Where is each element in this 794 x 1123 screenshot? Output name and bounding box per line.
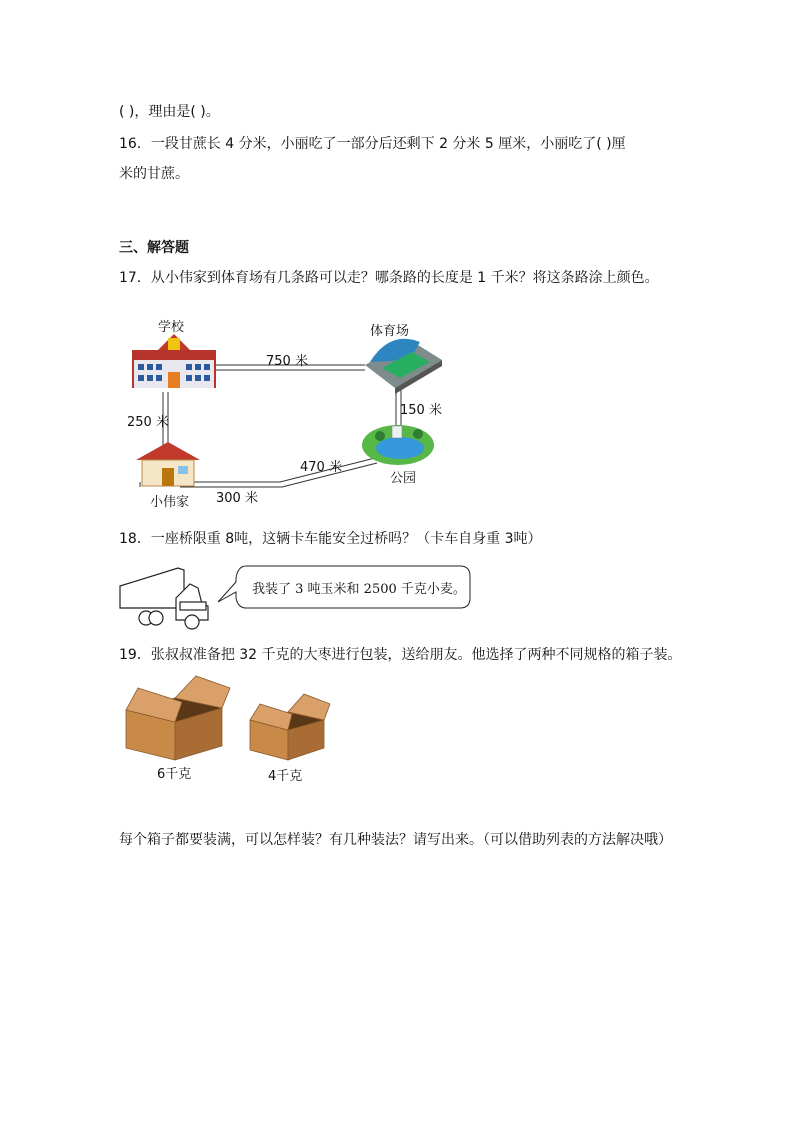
road-home-park bbox=[172, 458, 377, 487]
label-small-box: 4千克 bbox=[268, 769, 303, 784]
truck-drawing bbox=[118, 558, 478, 636]
small-box bbox=[250, 694, 330, 760]
stadium-building bbox=[365, 339, 442, 394]
label-home: 小伟家 bbox=[150, 495, 190, 510]
q15-tail: ( )，理由是( )。 bbox=[119, 104, 220, 120]
boxes-drawing bbox=[120, 670, 340, 785]
label-distance-300: 300 米 bbox=[216, 491, 258, 506]
label-large-box: 6千克 bbox=[157, 767, 192, 782]
large-box bbox=[126, 676, 230, 760]
label-park: 公园 bbox=[390, 471, 417, 486]
q18-text: 18．一座桥限重 8吨，这辆卡车能安全过桥吗？（卡车自身重 3吨） bbox=[119, 531, 542, 547]
park-area bbox=[362, 425, 434, 465]
section-title: 三、解答题 bbox=[119, 240, 189, 256]
q16-line2: 米的甘蔗。 bbox=[119, 166, 189, 182]
label-distance-150: 150 米 bbox=[400, 403, 442, 418]
q19-text: 19．张叔叔准备把 32 千克的大枣进行包装，送给朋友。他选择了两种不同规格的箱子装。 bbox=[119, 647, 682, 663]
label-distance-470: 470 米 bbox=[300, 460, 342, 475]
truck-trailer bbox=[120, 568, 184, 608]
label-distance-250: 250 米 bbox=[127, 415, 169, 430]
label-stadium: 体育场 bbox=[370, 324, 410, 339]
label-school: 学校 bbox=[158, 320, 185, 335]
home-building bbox=[136, 442, 200, 486]
q19-question: 每个箱子都要装满，可以怎样装？有几种装法？请写出来。（可以借助列表的方法解决哦） bbox=[119, 832, 672, 848]
truck-figure bbox=[118, 558, 478, 636]
route-map bbox=[120, 310, 460, 515]
q16-line1: 16．一段甘蔗长 4 分米，小丽吃了一部分后还剩下 2 分米 5 厘米，小丽吃了( )厘 bbox=[119, 136, 626, 152]
q17-text: 17．从小伟家到体育场有几条路可以走？哪条路的长度是 1 千米？将这条路涂上颜色。 bbox=[119, 270, 659, 286]
boxes-figure bbox=[120, 670, 340, 785]
truck-bubble-text: 我装了 3 吨玉米和 2500 千克小麦。 bbox=[252, 582, 466, 597]
school-building bbox=[132, 334, 216, 388]
label-distance-750: 750 米 bbox=[266, 354, 308, 369]
